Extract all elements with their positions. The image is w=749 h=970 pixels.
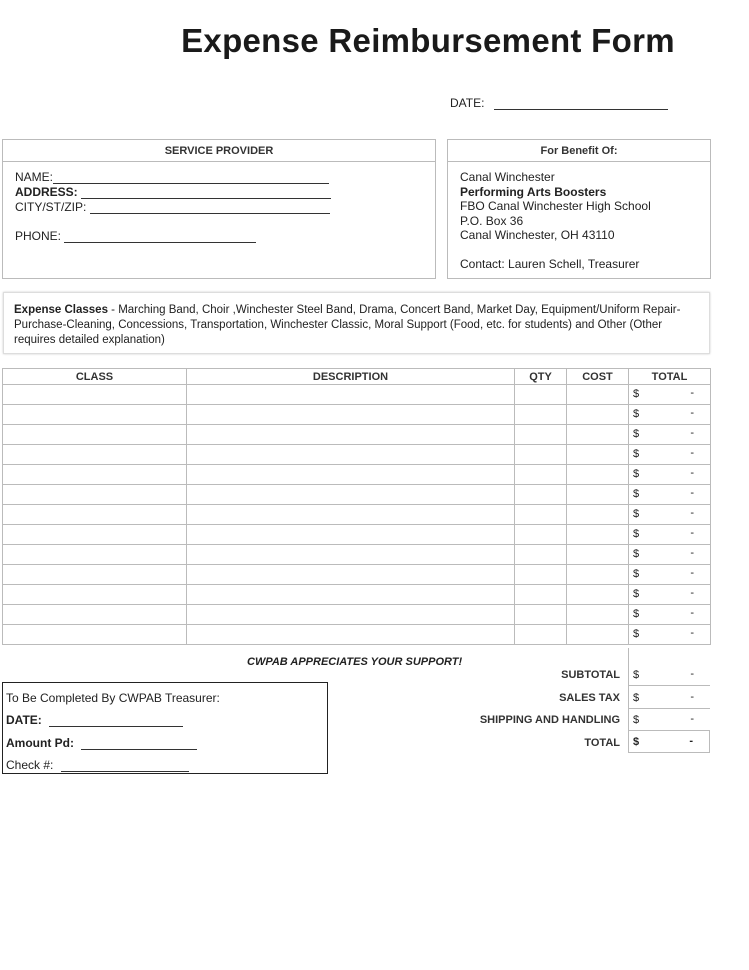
- amount-paid-field[interactable]: [6, 736, 197, 750]
- cost-cell[interactable]: [567, 425, 629, 445]
- description-header: DESCRIPTION: [187, 369, 515, 385]
- address-label: ADDRESS:: [15, 185, 78, 199]
- form-title: Expense Reimbursement Form: [181, 22, 675, 59]
- row-total-value: -: [690, 507, 694, 519]
- class-cell[interactable]: [3, 605, 187, 625]
- class-cell[interactable]: [3, 545, 187, 565]
- qty-cell[interactable]: [515, 465, 567, 485]
- table-row: [3, 425, 711, 445]
- description-cell[interactable]: [187, 405, 515, 425]
- class-cell[interactable]: [3, 585, 187, 605]
- description-cell[interactable]: [187, 425, 515, 445]
- benefit-header: For Benefit Of:: [448, 140, 710, 162]
- check-number-label: Check #:: [6, 758, 54, 772]
- total-cell[interactable]: [629, 405, 711, 425]
- class-cell[interactable]: [3, 445, 187, 465]
- row-total-value: -: [690, 547, 694, 559]
- total-cell[interactable]: [629, 565, 711, 585]
- qty-cell[interactable]: [515, 545, 567, 565]
- class-cell[interactable]: [3, 385, 187, 405]
- cost-cell[interactable]: [567, 405, 629, 425]
- total-cell[interactable]: [629, 625, 711, 645]
- cost-cell[interactable]: [567, 545, 629, 565]
- class-cell[interactable]: [3, 465, 187, 485]
- row-total-value: -: [690, 407, 694, 419]
- benefit-contact: Contact: Lauren Schell, Treasurer: [460, 257, 640, 271]
- shipping-cell[interactable]: [628, 709, 710, 731]
- description-cell[interactable]: [187, 465, 515, 485]
- qty-cell[interactable]: [515, 405, 567, 425]
- qty-cell[interactable]: [515, 445, 567, 465]
- description-cell[interactable]: [187, 385, 515, 405]
- row-total-value: -: [690, 387, 694, 399]
- row-total-value: -: [690, 447, 694, 459]
- check-number-line[interactable]: [61, 759, 189, 772]
- date-field[interactable]: [450, 96, 668, 110]
- total-label: TOTAL: [584, 737, 620, 749]
- shipping-label: SHIPPING AND HANDLING: [479, 714, 620, 726]
- service-provider-header: SERVICE PROVIDER: [3, 140, 435, 162]
- total-cell[interactable]: [629, 605, 711, 625]
- address-line[interactable]: [81, 186, 331, 199]
- shipping-value: -: [690, 713, 694, 725]
- appreciation-text: CWPAB APPRECIATES YOUR SUPPORT!: [247, 656, 463, 668]
- benefit-box: [447, 139, 711, 279]
- row-dollar: $: [633, 428, 640, 440]
- row-dollar: $: [633, 388, 640, 400]
- cost-header: COST: [567, 369, 629, 385]
- city-field[interactable]: [15, 200, 330, 214]
- table-body: [3, 385, 711, 645]
- expense-classes-text: - Marching Band, Choir ,Winchester Steel Band, Drama, Concert Band, Market Day, Equipment/Uniform Repair-Purchase-Cleaning, Concessions, Transportation, Winchester Classic, Moral Support (Food, etc. for students) and Other (Other requires detailed explanation): [14, 304, 681, 346]
- benefit-line-4: P.O. Box 36: [460, 214, 524, 228]
- table-header-row: [3, 369, 711, 385]
- class-cell[interactable]: [3, 425, 187, 445]
- cost-cell[interactable]: [567, 585, 629, 605]
- row-total-value: -: [690, 427, 694, 439]
- subtotal-dollar: $: [633, 669, 640, 681]
- items-table: [2, 368, 711, 645]
- row-dollar: $: [633, 508, 640, 520]
- row-dollar: $: [633, 588, 640, 600]
- table-row: [3, 525, 711, 545]
- table-row: [3, 505, 711, 525]
- expense-classes-label: Expense Classes: [14, 304, 108, 316]
- row-dollar: $: [633, 628, 640, 640]
- table-row: [3, 565, 711, 585]
- description-cell[interactable]: [187, 605, 515, 625]
- cost-cell[interactable]: [567, 505, 629, 525]
- row-dollar: $: [633, 408, 640, 420]
- total-cell[interactable]: [629, 485, 711, 505]
- table-row: [3, 385, 711, 405]
- description-cell[interactable]: [187, 525, 515, 545]
- treasurer-date-line[interactable]: [49, 714, 183, 727]
- subtotal-label: SUBTOTAL: [561, 669, 620, 681]
- row-total-value: -: [690, 627, 694, 639]
- name-label: NAME:: [15, 170, 54, 184]
- row-dollar: $: [633, 528, 640, 540]
- class-cell[interactable]: [3, 485, 187, 505]
- cost-cell[interactable]: [567, 525, 629, 545]
- row-dollar: $: [633, 488, 640, 500]
- class-cell[interactable]: [3, 505, 187, 525]
- class-cell[interactable]: [3, 625, 187, 645]
- qty-cell[interactable]: [515, 505, 567, 525]
- row-dollar: $: [633, 568, 640, 580]
- service-provider-box: [2, 139, 436, 279]
- cost-cell[interactable]: [567, 605, 629, 625]
- benefit-line-2: Performing Arts Boosters: [460, 185, 607, 199]
- class-cell[interactable]: [3, 405, 187, 425]
- description-cell[interactable]: [187, 545, 515, 565]
- total-cell[interactable]: [629, 445, 711, 465]
- table-row: [3, 405, 711, 425]
- total-cell[interactable]: [629, 525, 711, 545]
- table-row: [3, 545, 711, 565]
- treasurer-heading: To Be Completed By CWPAB Treasurer:: [6, 691, 220, 705]
- total-cell[interactable]: [629, 385, 711, 405]
- qty-cell[interactable]: [515, 565, 567, 585]
- check-number-field[interactable]: [6, 758, 189, 772]
- shipping-dollar: $: [633, 714, 640, 726]
- subtotal-cell[interactable]: [628, 664, 710, 686]
- description-cell[interactable]: [187, 485, 515, 505]
- row-dollar: $: [633, 468, 640, 480]
- row-total-value: -: [690, 527, 694, 539]
- qty-cell[interactable]: [515, 525, 567, 545]
- total-cell[interactable]: [629, 545, 711, 565]
- qty-cell[interactable]: [515, 605, 567, 625]
- sales-tax-value: -: [690, 691, 694, 703]
- phone-label: PHONE:: [15, 229, 62, 243]
- description-cell[interactable]: [187, 505, 515, 525]
- city-line[interactable]: [90, 201, 330, 214]
- table-row: [3, 605, 711, 625]
- total-cell[interactable]: [628, 731, 710, 753]
- row-total-value: -: [690, 607, 694, 619]
- row-total-value: -: [690, 567, 694, 579]
- description-cell[interactable]: [187, 625, 515, 645]
- subtotal-value: -: [690, 668, 694, 680]
- sales-tax-label: SALES TAX: [559, 692, 620, 704]
- benefit-line-1: Canal Winchester: [460, 170, 555, 184]
- table-row: [3, 465, 711, 485]
- total-header: TOTAL: [629, 369, 711, 385]
- total-cell[interactable]: [629, 425, 711, 445]
- description-cell[interactable]: [187, 585, 515, 605]
- row-dollar: $: [633, 548, 640, 560]
- table-row: [3, 485, 711, 505]
- benefit-line-3: FBO Canal Winchester High School: [460, 199, 651, 213]
- qty-cell[interactable]: [515, 385, 567, 405]
- date-label: DATE:: [450, 96, 485, 110]
- class-cell[interactable]: [3, 565, 187, 585]
- cost-cell[interactable]: [567, 565, 629, 585]
- phone-field[interactable]: [15, 229, 256, 243]
- total-cell[interactable]: [629, 465, 711, 485]
- total-dollar: $: [633, 736, 640, 748]
- cost-cell[interactable]: [567, 485, 629, 505]
- amount-paid-label: Amount Pd:: [6, 736, 74, 750]
- table-row: [3, 445, 711, 465]
- name-line[interactable]: [53, 171, 329, 184]
- date-line[interactable]: [494, 97, 668, 110]
- sales-tax-cell[interactable]: [628, 687, 710, 709]
- cost-cell[interactable]: [567, 625, 629, 645]
- qty-header: QTY: [515, 369, 567, 385]
- description-cell[interactable]: [187, 565, 515, 585]
- cost-cell[interactable]: [567, 445, 629, 465]
- expense-classes-box: [3, 292, 710, 354]
- address-field[interactable]: [15, 185, 331, 199]
- benefit-line-5: Canal Winchester, OH 43110: [460, 228, 615, 242]
- qty-cell[interactable]: [515, 485, 567, 505]
- description-cell[interactable]: [187, 445, 515, 465]
- qty-cell[interactable]: [515, 625, 567, 645]
- name-field[interactable]: [15, 170, 329, 184]
- amount-paid-line[interactable]: [81, 737, 197, 750]
- qty-cell[interactable]: [515, 585, 567, 605]
- sales-tax-dollar: $: [633, 692, 640, 704]
- class-cell[interactable]: [3, 525, 187, 545]
- treasurer-box: [2, 682, 328, 774]
- phone-line[interactable]: [64, 230, 256, 243]
- row-total-value: -: [690, 487, 694, 499]
- total-cell[interactable]: [629, 585, 711, 605]
- cost-cell[interactable]: [567, 385, 629, 405]
- row-dollar: $: [633, 608, 640, 620]
- treasurer-date-label: DATE:: [6, 713, 42, 727]
- table-row: [3, 625, 711, 645]
- total-cell[interactable]: [629, 505, 711, 525]
- row-total-value: -: [690, 467, 694, 479]
- city-label: CITY/ST/ZIP:: [15, 200, 87, 214]
- cost-cell[interactable]: [567, 465, 629, 485]
- treasurer-date-field[interactable]: [6, 713, 183, 727]
- total-value: -: [689, 735, 693, 747]
- class-header: CLASS: [3, 369, 187, 385]
- table-row: [3, 585, 711, 605]
- row-total-value: -: [690, 587, 694, 599]
- row-dollar: $: [633, 448, 640, 460]
- qty-cell[interactable]: [515, 425, 567, 445]
